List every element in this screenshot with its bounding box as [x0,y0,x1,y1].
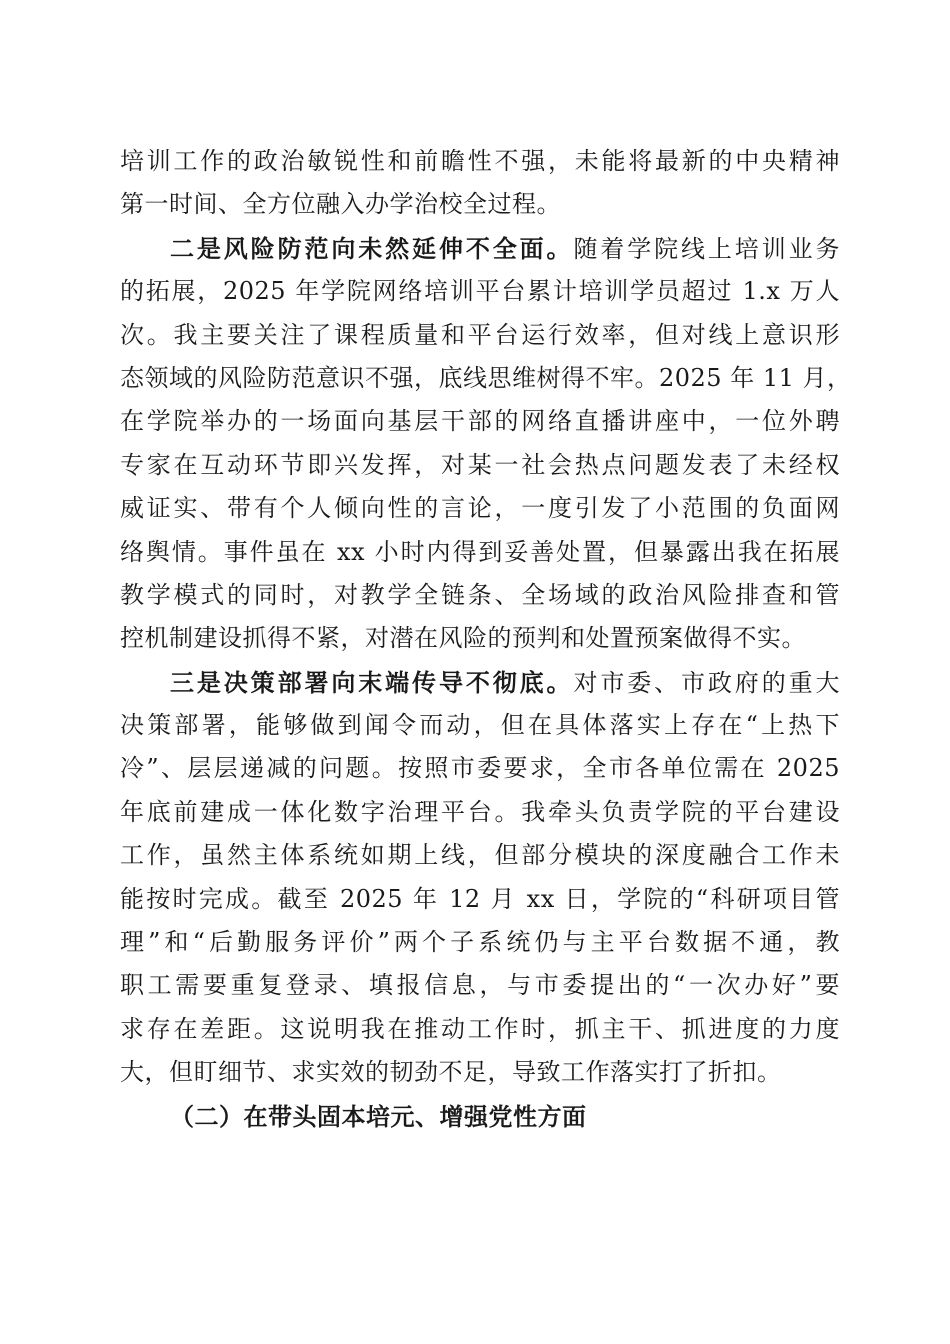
para2-line-8: 络舆情。事件虽在 xx 小时内得到妥善处置，但暴露出我在拓展 [120,537,840,566]
para2-lead: 二是风险防范向未然延伸不全面。 [170,233,574,263]
para3-line-8: 职工需要重复登录、填报信息，与市委提出的“一次办好”要 [120,971,840,1000]
para2-line-10: 控机制建设抓得不紧，对潜在风险的预判和处置预案做得不实。 [120,624,806,653]
para1-line-2: 第一时间、全方位融入办学治校全过程。 [120,190,561,219]
para2-line-9: 教学模式的同时，对教学全链条、全场域的政治风险排查和管 [120,580,840,609]
para2-line-3: 次。我主要关注了课程质量和平台运行效率，但对线上意识形 [120,320,840,349]
para3-line-5: 工作，虽然主体系统如期上线，但部分模块的深度融合工作未 [120,841,840,870]
para3-line-3: 冷”、层层递减的问题。按照市委要求，全市各单位需在 2025 [120,754,840,783]
document-body [120,140,852,1138]
para2-first-line-rest: 随着学院线上培训业务 [573,234,840,263]
para2-line-5: 在学院举办的一场面向基层干部的网络直播讲座中，一位外聘 [120,407,840,436]
para3-line-2: 决策部署，能够做到闻令而动，但在具体落实上存在“上热下 [120,711,840,740]
para3-line-10: 大，但盯细节、求实效的韧劲不足，导致工作落实打了折扣。 [120,1058,782,1087]
para2-line-4: 态领域的风险防范意识不强，底线思维树得不牢。2025 年 11 月， [120,363,852,392]
para3-line-1 [120,661,840,704]
para3-line-4: 年底前建成一体化数字治理平台。我牵头负责学院的平台建设 [120,797,840,826]
para2-line-1 [120,227,840,270]
para2-line-6: 专家在互动环节即兴发挥，对某一社会热点问题发表了未经权 [120,450,840,479]
para3-first-line-rest: 对市委、市政府的重大 [573,668,840,697]
para3-lead: 三是决策部署向末端传导不彻底。 [170,667,574,697]
para3-line-7: 理”和“后勤服务评价”两个子系统仍与主平台数据不通，教 [120,928,840,957]
section-heading: （二）在带头固本培元、增强党性方面 [170,1101,587,1131]
para2-line-7: 威证实、带有个人倾向性的言论，一度引发了小范围的负面网 [120,494,840,523]
para2-line-2: 的拓展，2025 年学院网络培训平台累计培训学员超过 1.x 万人 [120,277,840,306]
para1-line-1: 培训工作的政治敏锐性和前瞻性不强，未能将最新的中央精神 [120,147,840,175]
para3-line-6: 能按时完成。截至 2025 年 12 月 xx 日，学院的“科研项目管 [120,884,840,913]
para3-line-9: 求存在差距。这说明我在推动工作时，抓主干、抓进度的力度 [120,1014,840,1043]
